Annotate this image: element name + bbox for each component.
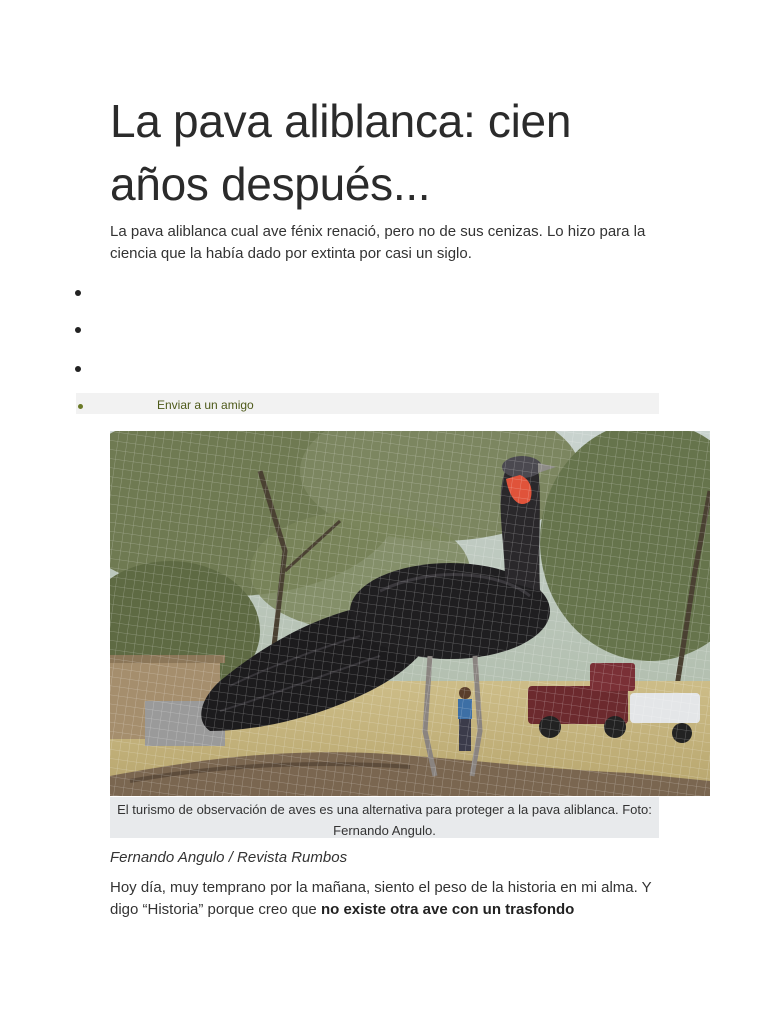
lead-paragraph: La pava aliblanca cual ave fénix renació, pero no de sus cenizas. Lo hizo para la ciencia que la había dado por extinta por casi un siglo. [110,223,646,262]
share-item-empty [75,366,81,372]
body-paragraph [110,877,680,921]
page-title: La pava aliblanca: cien años después... [110,95,572,210]
body-text: Hoy día, muy temprano por la mañana, siento el peso de la historia en mi alma. Y digo “Historia” porque creo que [110,879,652,918]
article-photo [110,431,710,796]
send-to-friend-link[interactable]: Enviar a un amigo [157,398,254,412]
share-item-empty [75,290,81,296]
share-item-empty [75,327,81,333]
send-to-friend-bullet [78,404,83,409]
body-bold-text: no existe otra ave con un trasfondo [320,901,575,918]
byline: Fernando Angulo / Revista Rumbos [110,849,348,866]
photo-caption: El turismo de observación de aves es una alternativa para proteger a la pava aliblanca. Foto: Fernando Angulo. [117,802,652,838]
